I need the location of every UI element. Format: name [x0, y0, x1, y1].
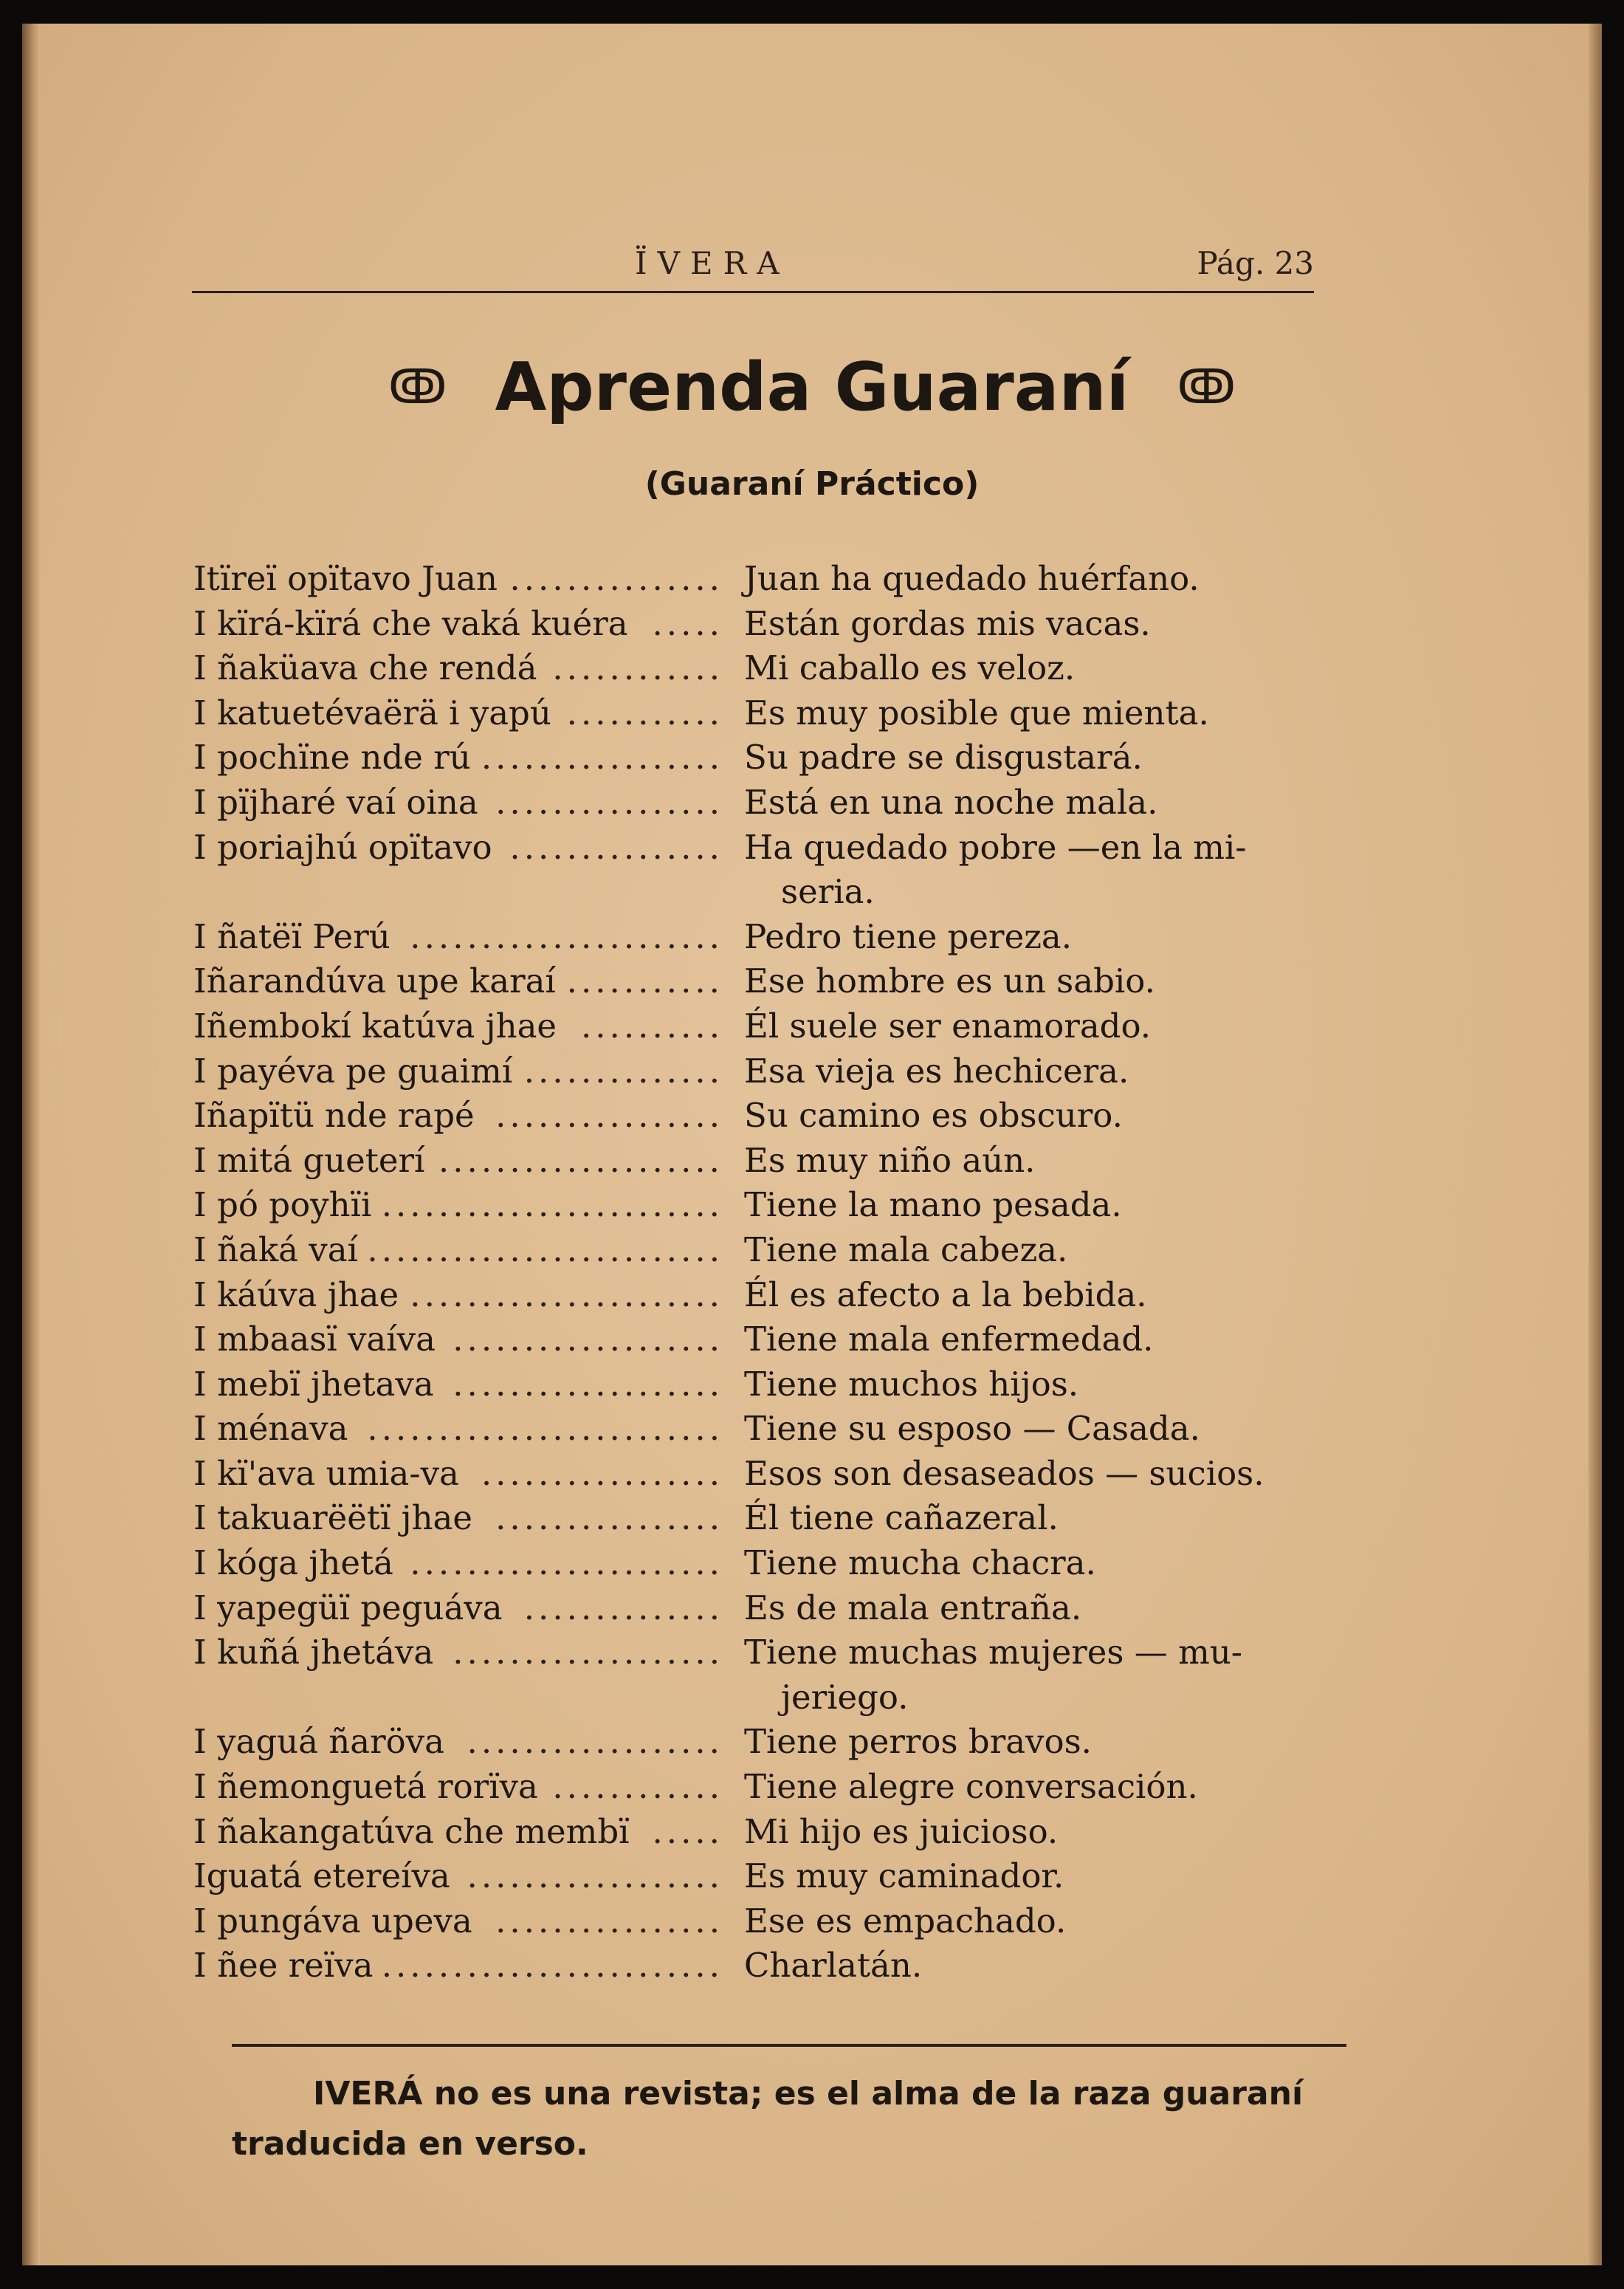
list-item	[193, 602, 1360, 647]
spanish-translation	[740, 1362, 1360, 1407]
guarani-phrase	[193, 602, 740, 647]
guarani-phrase	[193, 1630, 740, 1720]
dot-leader: ...................	[453, 1364, 723, 1404]
guarani-text: I pochïne nde rú	[193, 738, 471, 778]
footer-divider	[232, 2044, 1346, 2047]
spanish-translation	[740, 1630, 1360, 1720]
spanish-translation	[740, 780, 1360, 826]
guarani-text: Itïreï opïtavo Juan	[193, 559, 498, 598]
list-item	[193, 691, 1360, 736]
guarani-text: I pó poyhïi	[193, 1185, 372, 1225]
guarani-text: I ñee reïva	[193, 1946, 374, 1986]
guarani-phrase	[193, 557, 740, 602]
spanish-text: Ha quedado pobre —en la mi-	[744, 827, 1247, 867]
guarani-phrase	[193, 1139, 740, 1184]
spanish-translation	[740, 915, 1360, 960]
guarani-phrase	[193, 1720, 740, 1765]
spanish-translation	[740, 1228, 1360, 1273]
dot-leader: ..............	[523, 1588, 723, 1627]
guarani-text: I ñakangatúva che membï	[193, 1811, 630, 1851]
dot-leader: .........................	[367, 1409, 723, 1449]
spanish-text: Esa vieja es hechicera.	[744, 1051, 1129, 1091]
list-item	[193, 1004, 1360, 1049]
guarani-phrase	[193, 1228, 740, 1273]
list-item	[193, 735, 1360, 780]
dot-leader: ......................	[410, 1274, 723, 1314]
spanish-text: Es de mala entraña.	[744, 1588, 1082, 1627]
spanish-text: Tiene mucha chacra.	[744, 1543, 1096, 1583]
guarani-phrase	[193, 1273, 740, 1318]
spanish-text-continuation: seria.	[781, 872, 875, 912]
dot-leader: ......................	[410, 1543, 723, 1583]
spanish-text: Mi caballo es veloz.	[744, 648, 1076, 688]
spanish-text: Ese hombre es un sabio.	[744, 961, 1155, 1001]
spanish-text: Pedro tiene pereza.	[744, 916, 1073, 956]
dot-leader: ................	[495, 782, 723, 822]
guarani-phrase	[193, 1317, 740, 1362]
spanish-translation	[740, 1183, 1360, 1228]
masthead: ÏVERA	[635, 245, 790, 281]
guarani-phrase	[193, 1094, 740, 1139]
dot-leader: ..............	[523, 1051, 723, 1091]
phrase-list	[193, 557, 1360, 1988]
guarani-text: I kïrá-kïrá che vaká kuéra	[193, 603, 628, 643]
dot-leader: .....	[652, 1811, 723, 1851]
spanish-translation	[740, 1452, 1360, 1497]
spanish-translation	[740, 1854, 1360, 1899]
guarani-text: I kuñá jhetáva	[193, 1633, 434, 1672]
list-item	[193, 1586, 1360, 1631]
list-item	[193, 826, 1360, 915]
list-item	[193, 1720, 1360, 1765]
guarani-phrase	[193, 1765, 740, 1810]
dot-leader: ................	[495, 1901, 723, 1940]
spanish-text: Ese es empachado.	[744, 1901, 1067, 1940]
guarani-text: I ñatëï Perú	[193, 916, 390, 956]
guarani-text: I poriajhú opïtavo	[193, 827, 492, 867]
spanish-translation	[740, 959, 1360, 1004]
footer-note: IVERÁ no es una revista; es el alma de la raza guaraní traducida en verso.	[232, 2075, 1304, 2163]
guarani-text: Iñapïtü nde rapé	[193, 1096, 475, 1136]
list-item	[193, 1765, 1360, 1810]
dot-leader: ............	[552, 648, 723, 688]
list-item	[193, 1228, 1360, 1273]
book-page	[22, 24, 1602, 2265]
guarani-text: I yaguá ñaröva	[193, 1722, 444, 1762]
spanish-text: Mi hijo es juicioso.	[744, 1811, 1059, 1851]
dot-leader: ................	[495, 1498, 723, 1538]
spanish-text: Tiene alegre conversación.	[744, 1767, 1198, 1807]
spanish-translation	[740, 1407, 1360, 1452]
guarani-text: I takuarëëtï jhae	[193, 1498, 473, 1538]
guarani-text: I mebï jhetava	[193, 1364, 434, 1404]
list-item	[193, 1943, 1360, 1988]
list-item	[193, 1452, 1360, 1497]
spanish-translation	[740, 1899, 1360, 1944]
dot-leader: ..........	[580, 1006, 723, 1046]
page-title: Aprenda Guaraní	[495, 349, 1129, 426]
dot-leader: ...................	[453, 1319, 723, 1359]
guarani-phrase	[193, 1183, 740, 1228]
page-header	[192, 232, 1314, 293]
guarani-text: I kï'ava umia-va	[193, 1453, 459, 1493]
guarani-phrase	[193, 959, 740, 1004]
dot-leader: ..................	[467, 1722, 723, 1762]
ornament-right-icon: ↂ	[1177, 360, 1236, 415]
dot-leader: ...............	[509, 827, 723, 867]
spanish-text: Tiene mala cabeza.	[744, 1229, 1068, 1269]
spanish-text: Es muy niño aún.	[744, 1140, 1036, 1180]
spanish-translation	[740, 1049, 1360, 1094]
guarani-text: I káúva jhae	[193, 1274, 399, 1314]
page-subtitle: (Guaraní Práctico)	[644, 465, 980, 503]
dot-leader: ......................	[410, 916, 723, 956]
dot-leader: ..................	[467, 1856, 723, 1896]
spanish-translation	[740, 646, 1360, 691]
guarani-phrase	[193, 735, 740, 780]
dot-leader: ............	[552, 1767, 723, 1807]
dot-leader: ...............	[509, 559, 723, 598]
spanish-translation	[740, 1094, 1360, 1139]
spanish-translation	[740, 1496, 1360, 1541]
guarani-text: Iñarandúva upe karaí	[193, 961, 556, 1001]
list-item	[193, 557, 1360, 602]
guarani-phrase	[193, 780, 740, 826]
dot-leader: ...........	[566, 693, 723, 732]
list-item	[193, 1139, 1360, 1184]
guarani-phrase	[193, 1899, 740, 1944]
list-item	[193, 780, 1360, 826]
spanish-text: Están gordas mis vacas.	[744, 603, 1151, 643]
spanish-text: Tiene muchas mujeres — mu-	[744, 1633, 1242, 1672]
dot-leader: ........................	[381, 1185, 723, 1225]
guarani-phrase	[193, 1586, 740, 1631]
guarani-text: I ménava	[193, 1409, 348, 1449]
spanish-text: Está en una noche mala.	[744, 782, 1158, 822]
guarani-phrase	[193, 1854, 740, 1899]
spanish-translation	[740, 1541, 1360, 1586]
list-item	[193, 1899, 1360, 1944]
guarani-text: I ñaká vaí	[193, 1229, 358, 1269]
guarani-text: I ñemonguetá rorïva	[193, 1767, 538, 1807]
list-item	[193, 1541, 1360, 1586]
spanish-text: Su padre se disgustará.	[744, 738, 1143, 778]
spanish-translation	[740, 1004, 1360, 1049]
guarani-text: I yapegüï peguáva	[193, 1588, 503, 1627]
list-item	[193, 1362, 1360, 1407]
spanish-text: Él es afecto a la bebida.	[744, 1274, 1147, 1314]
spanish-translation	[740, 691, 1360, 736]
guarani-text: Iñembokí katúva jhae	[193, 1006, 557, 1046]
guarani-phrase	[193, 1004, 740, 1049]
guarani-text: I pïjharé vaí oina	[193, 782, 478, 822]
guarani-phrase	[193, 646, 740, 691]
guarani-text: I pungáva upeva	[193, 1901, 472, 1940]
list-item	[193, 1810, 1360, 1855]
guarani-text: I payéva pe guaimí	[193, 1051, 513, 1091]
spanish-text: Tiene la mano pesada.	[744, 1185, 1122, 1225]
guarani-phrase	[193, 1049, 740, 1094]
spanish-text: Tiene perros bravos.	[744, 1722, 1092, 1762]
list-item	[193, 1183, 1360, 1228]
dot-leader: .................	[481, 738, 723, 778]
spanish-text: Charlatán.	[744, 1946, 923, 1986]
guarani-phrase	[193, 1452, 740, 1497]
list-item	[193, 959, 1360, 1004]
guarani-phrase	[193, 1541, 740, 1586]
spanish-text: Juan ha quedado huérfano.	[744, 559, 1200, 598]
guarani-text: I ñaküava che rendá	[193, 648, 537, 688]
dot-leader: .................	[481, 1453, 723, 1493]
spanish-translation	[740, 1943, 1360, 1988]
list-item	[193, 646, 1360, 691]
list-item	[193, 1049, 1360, 1094]
spanish-text: Es muy posible que mienta.	[744, 693, 1209, 732]
spanish-text: Él suele ser enamorado.	[744, 1006, 1152, 1046]
guarani-text: I kóga jhetá	[193, 1543, 393, 1583]
list-item	[193, 1407, 1360, 1452]
guarani-phrase	[193, 826, 740, 915]
spanish-translation	[740, 557, 1360, 602]
guarani-text: Iguatá etereíva	[193, 1856, 450, 1896]
list-item	[193, 1317, 1360, 1362]
title-row	[22, 349, 1602, 437]
guarani-phrase	[193, 1943, 740, 1988]
dot-leader: ...........	[566, 961, 723, 1001]
spanish-translation	[740, 826, 1360, 915]
dot-leader: .....	[652, 603, 723, 643]
list-item	[193, 1273, 1360, 1318]
spanish-translation	[740, 735, 1360, 780]
list-item	[193, 1630, 1360, 1720]
spanish-translation	[740, 1810, 1360, 1855]
guarani-text: I mitá gueterí	[193, 1140, 425, 1180]
page-number: Pág. 23	[1197, 245, 1314, 281]
spanish-text: Su camino es obscuro.	[744, 1096, 1123, 1136]
spanish-translation	[740, 1317, 1360, 1362]
list-item	[193, 1854, 1360, 1899]
spanish-translation	[740, 1586, 1360, 1631]
guarani-phrase	[193, 1810, 740, 1855]
guarani-phrase	[193, 691, 740, 736]
dot-leader: ....................	[438, 1140, 723, 1180]
list-item	[193, 1496, 1360, 1541]
guarani-text: I mbaasï vaíva	[193, 1319, 436, 1359]
list-item	[193, 1094, 1360, 1139]
spanish-text: Él tiene cañazeral.	[744, 1498, 1059, 1538]
list-item	[193, 915, 1360, 960]
dot-leader: ................	[495, 1096, 723, 1136]
dot-leader: ........................	[381, 1946, 723, 1986]
spanish-translation	[740, 1139, 1360, 1184]
dot-leader: ...................	[453, 1633, 723, 1672]
spanish-translation	[740, 1273, 1360, 1318]
guarani-phrase	[193, 1496, 740, 1541]
guarani-text: I katuetévaërä i yapú	[193, 693, 551, 732]
spanish-text: Tiene su esposo — Casada.	[744, 1409, 1200, 1449]
ornament-left-icon: ↂ	[388, 360, 447, 415]
spanish-translation	[740, 1720, 1360, 1765]
spanish-translation	[740, 602, 1360, 647]
guarani-phrase	[193, 1362, 740, 1407]
guarani-phrase	[193, 915, 740, 960]
spanish-text-continuation: jeriego.	[781, 1677, 909, 1717]
dot-leader: .........................	[367, 1229, 723, 1269]
spanish-text: Tiene muchos hijos.	[744, 1364, 1079, 1404]
spanish-text: Es muy caminador.	[744, 1856, 1064, 1896]
spanish-text: Tiene mala enfermedad.	[744, 1319, 1154, 1359]
spanish-text: Esos son desaseados — sucios.	[744, 1453, 1265, 1493]
guarani-phrase	[193, 1407, 740, 1452]
spanish-translation	[740, 1765, 1360, 1810]
